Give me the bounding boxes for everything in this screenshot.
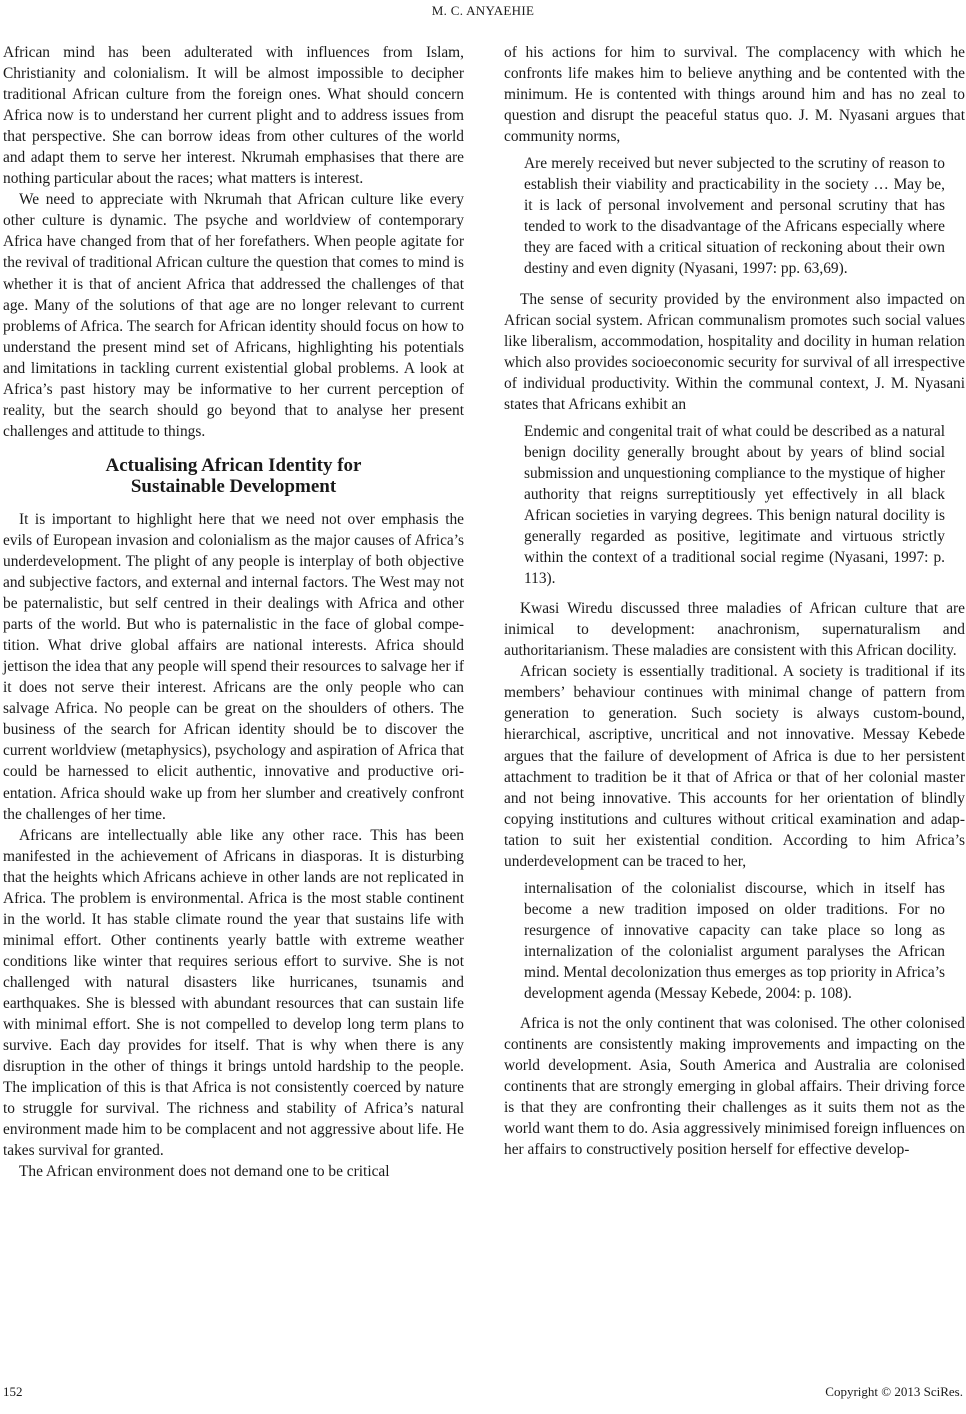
body-paragraph: We need to appreciate with Nkrumah that African culture like every other culture is dynamic. The psyche and worldview of contemporary Africa have changed from that of her forefathers. When people agitate for the revival of traditional African culture the question that comes to mind is whether it is that of ancient Africa that addressed the challenges of that age. Many of the solutions of that age are no longer relevant to current problems of Africa. The search for African identity should focus on how to understand the present mind set of Africans, highlighting his potentials and limitations in tackling current existential global problems. A look at Africa’s past history may be informative to her current perception of reality, but the search should go beyond that to analyse her present challenges and attitude to things. <box>3 191 464 440</box>
body-paragraph: of his actions for him to survival. The complacency with which he confronts life makes him to believe anything and be contented with the minimum. He is contented with things around him and has no zeal to question and disrupt the peaceful status quo. J. M. Nyasani argues that community norms, <box>504 44 965 146</box>
body-paragraph: African society is essentially traditional. A society is traditional if its members’ behaviour continues with minimal change of pattern from generation to generation. Such society is always custom-bound, hierarchical, ascriptive, uncritical and not innovative. Messay Kebede argues that the failure of development of Africa is due to her persistent attachment to tradition be it that of Africa or that of her colonial master and not being innovative. This accounts for her orientation of blindly copying institutions and cultures without critical examination and adaptation to suit her existential condition. According to him Africa’s underdevelopment can be traced to her, <box>504 663 965 870</box>
section-heading-line-2: Sustainable Development <box>130 475 337 497</box>
body-paragraph: Kwasi Wiredu discussed three maladies of African culture that are inimical to development: anachronism, supernaturalism and authoritarianism. These maladies are consistent with this African docility. <box>504 600 965 660</box>
body-paragraph: Africa is not the only continent that was colonised. The other colonised continents are consistently making improvements and impacting on the world development. Asia, South America and Australia are colonised continents that are strongly emerging in global affairs. Their driving force is that they are confronting their challenges as it suits them not as the world want them to do. Asia aggressively minimised foreign influences on her affairs to constructively position herself for effective develop- <box>504 1015 965 1159</box>
section-heading-line-1: Actualising African Identity for <box>105 454 362 476</box>
body-paragraph: African mind has been adulterated with influences from Islam, Christianity and colonialism. It will be almost impossible to decipher traditional African culture from the foreign ones. What should concern Africa now is to understand her current plight and to address issues from that perspective. She can borrow ideas from other cultures of the world and adapt them to serve her interest. Nkrumah emphasises that there are nothing particular about the races; what matters is interest. <box>3 44 464 188</box>
block-quote: internalisation of the colonialist discourse, which in itself has become a new tradition imposed on older traditions. For no resurgence of innovative capacity can take place so long as internalization of the colonialist argument paralyses the African mind. Mental decolonization thus emerges as top priority in Africa’s development agenda (Messay Kebede, 2004: p. 108). <box>524 879 945 1003</box>
right-column <box>504 42 965 1160</box>
block-quote: Endemic and congenital trait of what could be described as a natural benign docility generally brought about by years of blind social submission and unquestioning compliance to the mystique of higher authority that reigns surreptitiously yet effectively in all black African societies in varying degrees. This benign natural docility is generally regarded as positive, legitimate and virtuous strictly within the context of a traditional social regime (Nyasani, 1997: p. 113). <box>524 422 945 588</box>
body-paragraph: The African environment does not demand one to be critical <box>19 1163 390 1181</box>
body-paragraph: Africans are intellectually able like any other race. This has been manifested in the achievement of Africans in diasporas. It is disturbing that the heights which Africans achieve in other lands are not replicated in Africa. The problem is environmental. Africa is the most stable continent in the world. It has stable climate round the year that sustains life with minimal effort. Other continents yearly battle with extreme weather conditions like winter that requires serious effort to survive. She is not challenged with natural disasters like hurricanes, tsunamis and earthquakes. She is blessed with abundant resources that can sustain life with minimal effort. She is not compelled to develop long term plans to survive. Each day provides for itself. That is why when there is any disruption in the other of things it brings untold hardship to the people. The implication of this is that Africa is not consistently coerced by nature to struggle for survival. The richness and stability of Africa’s natural environment made him to be complacent and not aggressive about life. He takes survival for granted. <box>3 826 464 1160</box>
block-quote: Are merely received but never subjected to the scrutiny of reason to establish their viability and practicability in the society … May be, it is lack of personal involvement and personal scrutiny that has tended to work to the disadvantage of the Africans especially where they are faced with a critical situation of reckoning about their own destiny and even dignity (Nyasani, 1997: pp. 63,69). <box>524 155 945 278</box>
copyright-notice: Copyright © 2013 SciRes. <box>825 1384 963 1399</box>
body-paragraph: The sense of security provided by the environment also impacted on African social system. African communalism promotes such social values like liberalism, accommodation, hospitality and docility in human relation which also provides socioeconomic security for survival of all irrespective of individual productivity. Within the communal context, J. M. Nyasani states that Africans exhibit an <box>504 290 965 413</box>
body-paragraph: It is important to highlight here that we need not over emphasis the evils of European invasion and colonialism as the major causes of Africa’s underdevelopment. The plight of any people is interplay of both objective and subjective factors, and external and internal factors. The West may not be paternalistic, but self centred in their dealings with Africa and other parts of the world. But who is paternalistic in the face of global competition. What drive global affairs are national interests. Africa should jettison the idea that any people will spend their resources to salvage her if it does not serve their interest. Africans are the only people who can salvage Africa. No people can be great on the shoulders of others. The business of the search for African identity should be to discover the current worldview (metaphysics), psychology and aspiration of Africa that could be harnessed to elicit authentic, innovative and productive orientation. Africa should wake up from her slumber and creatively confront the challenges of her time. <box>3 510 464 823</box>
section-heading <box>3 455 464 497</box>
running-header: M. C. ANYAEHIE <box>431 3 535 18</box>
page-number: 152 <box>3 1384 23 1399</box>
left-column <box>3 42 464 1182</box>
